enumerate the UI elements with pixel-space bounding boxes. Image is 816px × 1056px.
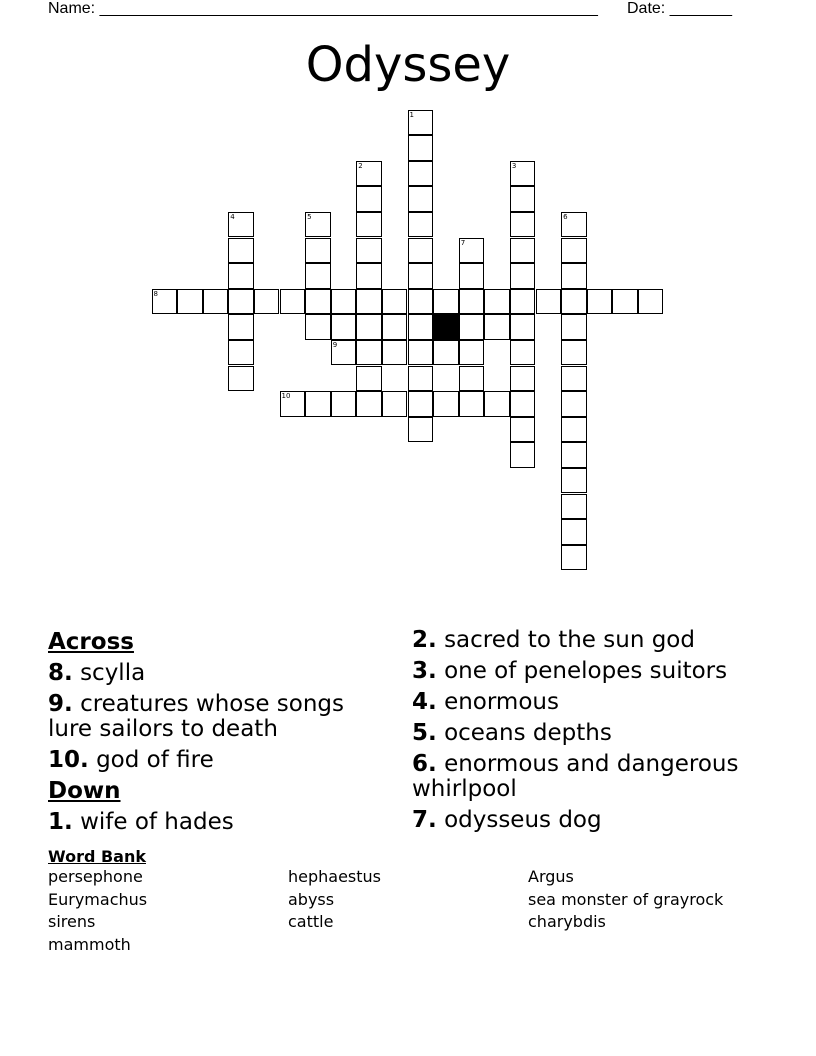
clue-number: 6. — [412, 751, 437, 777]
clue-number: 7. — [412, 807, 437, 833]
clue-number: 5. — [412, 720, 437, 746]
clue-number-label: 7 — [460, 238, 466, 247]
grid-cell[interactable] — [408, 263, 434, 289]
grid-cell[interactable] — [510, 391, 536, 417]
grid-cell[interactable] — [382, 314, 408, 340]
clue-column-left — [48, 628, 378, 841]
grid-cell[interactable] — [228, 314, 254, 340]
clue-text: god of fire — [96, 747, 214, 773]
clue-number: 3. — [412, 658, 437, 684]
grid-cell[interactable] — [331, 314, 357, 340]
grid-cell[interactable] — [587, 289, 613, 315]
across-heading: Across — [48, 629, 134, 655]
grid-cell[interactable] — [459, 314, 485, 340]
grid-cell[interactable] — [356, 289, 382, 315]
grid-cell[interactable] — [459, 238, 485, 264]
grid-cell[interactable] — [561, 212, 587, 238]
grid-cell[interactable] — [408, 238, 434, 264]
grid-cell[interactable] — [510, 212, 536, 238]
grid-cell[interactable] — [228, 366, 254, 392]
word-bank-entry: mammoth — [48, 934, 131, 954]
clue-down-4 — [412, 690, 768, 715]
grid-cell[interactable] — [510, 238, 536, 264]
grid-cell[interactable] — [510, 340, 536, 366]
word-bank-entry: charybdis — [528, 912, 606, 932]
grid-cell[interactable] — [561, 314, 587, 340]
grid-cell[interactable] — [459, 289, 485, 315]
clue-text: one of penelopes suitors — [444, 658, 728, 684]
grid-cell-blocked — [433, 314, 459, 340]
grid-cell[interactable] — [305, 238, 331, 264]
grid-cell[interactable] — [305, 391, 331, 417]
grid-cell[interactable] — [408, 417, 434, 443]
grid-cell[interactable] — [408, 314, 434, 340]
clue-text: oceans depths — [444, 720, 612, 746]
clue-number-label: 10 — [281, 392, 291, 401]
grid-cell[interactable] — [228, 263, 254, 289]
clue-number: 4. — [412, 689, 437, 715]
grid-cell[interactable] — [561, 417, 587, 443]
clue-across-9 — [48, 692, 378, 742]
grid-cell[interactable] — [510, 442, 536, 468]
grid-cell[interactable] — [356, 391, 382, 417]
clue-number-label: 1 — [409, 110, 414, 119]
grid-cell[interactable] — [638, 289, 664, 315]
grid-cell[interactable] — [408, 340, 434, 366]
clue-text: enormous and dangerous whirlpool — [412, 751, 739, 802]
grid-cell[interactable] — [408, 186, 434, 212]
clue-number-label: 3 — [511, 161, 517, 170]
grid-cell[interactable] — [484, 289, 510, 315]
grid-cell[interactable] — [280, 391, 306, 417]
grid-cell[interactable] — [433, 340, 459, 366]
grid-cell[interactable] — [561, 442, 587, 468]
name-field-label: Name: ________________________________________________________ — [48, 0, 598, 17]
grid-cell[interactable] — [408, 161, 434, 187]
grid-cell[interactable] — [305, 314, 331, 340]
word-bank-entry: cattle — [288, 912, 334, 932]
grid-cell[interactable] — [433, 391, 459, 417]
date-field-label: Date: _______ — [627, 0, 732, 17]
clue-down-7 — [412, 808, 768, 833]
word-bank-column-1 — [48, 866, 147, 956]
grid-cell[interactable] — [177, 289, 203, 315]
grid-cell[interactable] — [408, 135, 434, 161]
clue-number-label: 8 — [153, 289, 158, 298]
grid-cell[interactable] — [305, 212, 331, 238]
grid-cell[interactable] — [356, 366, 382, 392]
clue-down-5 — [412, 721, 768, 746]
grid-cell[interactable] — [459, 391, 485, 417]
clue-number: 10. — [48, 747, 89, 773]
grid-cell[interactable] — [254, 289, 280, 315]
grid-cell[interactable] — [484, 314, 510, 340]
clue-text: creatures whose songs lure sailors to death — [48, 691, 345, 742]
grid-cell[interactable] — [459, 340, 485, 366]
clue-number: 8. — [48, 660, 73, 686]
word-bank-entry: sea monster of grayrock — [528, 889, 724, 909]
grid-cell[interactable] — [561, 519, 587, 545]
clue-number: 9. — [48, 691, 73, 717]
grid-cell[interactable] — [561, 263, 587, 289]
clue-down-6 — [412, 752, 768, 802]
clue-text: sacred to the sun god — [444, 627, 695, 653]
grid-cell[interactable] — [356, 340, 382, 366]
word-bank-entry: sirens — [48, 912, 96, 932]
grid-cell[interactable] — [408, 391, 434, 417]
grid-cell[interactable] — [408, 110, 434, 136]
grid-cell[interactable] — [510, 314, 536, 340]
clue-text: scylla — [80, 660, 146, 686]
grid-cell[interactable] — [459, 366, 485, 392]
grid-cell[interactable] — [356, 263, 382, 289]
grid-cell[interactable] — [356, 212, 382, 238]
grid-cell[interactable] — [561, 494, 587, 520]
clue-number-label: 2 — [358, 161, 363, 170]
grid-cell[interactable] — [612, 289, 638, 315]
grid-cell[interactable] — [510, 186, 536, 212]
crossword-grid — [0, 0, 816, 460]
grid-cell[interactable] — [331, 289, 357, 315]
clue-number-label: 6 — [563, 212, 568, 221]
word-bank-column-2 — [288, 866, 381, 934]
puzzle-title: Odyssey — [305, 37, 511, 93]
grid-cell[interactable] — [228, 238, 254, 264]
word-bank-entry: Argus — [528, 867, 574, 886]
clue-across-10 — [48, 748, 378, 773]
grid-cell[interactable] — [561, 545, 587, 571]
grid-cell[interactable] — [382, 289, 408, 315]
grid-cell[interactable] — [356, 238, 382, 264]
grid-cell[interactable] — [408, 212, 434, 238]
grid-cell[interactable] — [484, 391, 510, 417]
clue-number: 2. — [412, 627, 437, 653]
word-bank-column-3 — [528, 866, 723, 934]
grid-cell[interactable] — [356, 161, 382, 187]
grid-cell[interactable] — [536, 289, 562, 315]
word-bank-entry: Eurymachus — [48, 889, 148, 909]
grid-cell[interactable] — [408, 289, 434, 315]
grid-cell[interactable] — [305, 289, 331, 315]
clue-across-8 — [48, 661, 378, 686]
clue-down-1 — [48, 810, 378, 835]
word-bank-entry: hephaestus — [288, 867, 382, 886]
grid-cell[interactable] — [510, 366, 536, 392]
grid-cell[interactable] — [382, 340, 408, 366]
grid-cell[interactable] — [510, 161, 536, 187]
clue-text: enormous — [444, 689, 559, 715]
clue-down-2 — [412, 628, 768, 653]
grid-cell[interactable] — [331, 391, 357, 417]
word-bank — [48, 846, 768, 954]
clue-number-label: 9 — [332, 340, 338, 349]
grid-cell[interactable] — [356, 314, 382, 340]
grid-cell[interactable] — [152, 289, 178, 315]
grid-cell[interactable] — [331, 340, 357, 366]
grid-cell[interactable] — [356, 186, 382, 212]
grid-cell[interactable] — [561, 366, 587, 392]
word-bank-entry: abyss — [288, 889, 335, 909]
grid-cell[interactable] — [510, 417, 536, 443]
grid-cell[interactable] — [510, 289, 536, 315]
grid-cell[interactable] — [280, 289, 306, 315]
clue-number-label: 5 — [307, 212, 312, 221]
grid-cell[interactable] — [561, 289, 587, 315]
down-heading: Down — [48, 778, 121, 804]
clue-text: wife of hades — [80, 809, 234, 835]
grid-cell[interactable] — [459, 263, 485, 289]
grid-cell[interactable] — [382, 391, 408, 417]
word-bank-entry: persephone — [48, 867, 143, 886]
clue-number: 1. — [48, 809, 73, 835]
word-bank-title: Word Bank — [48, 847, 147, 866]
grid-cell[interactable] — [228, 289, 254, 315]
clue-text: odysseus dog — [444, 807, 602, 833]
grid-cell[interactable] — [561, 468, 587, 494]
clue-column-right — [412, 628, 768, 839]
grid-cell[interactable] — [561, 238, 587, 264]
grid-cell[interactable] — [510, 263, 536, 289]
grid-cell[interactable] — [408, 366, 434, 392]
grid-cell[interactable] — [433, 289, 459, 315]
grid-cell[interactable] — [228, 212, 254, 238]
clue-down-3 — [412, 659, 768, 684]
grid-cell[interactable] — [228, 340, 254, 366]
grid-cell[interactable] — [305, 263, 331, 289]
grid-cell[interactable] — [203, 289, 229, 315]
grid-cell[interactable] — [561, 340, 587, 366]
grid-cell[interactable] — [561, 391, 587, 417]
clue-number-label: 4 — [230, 212, 235, 221]
